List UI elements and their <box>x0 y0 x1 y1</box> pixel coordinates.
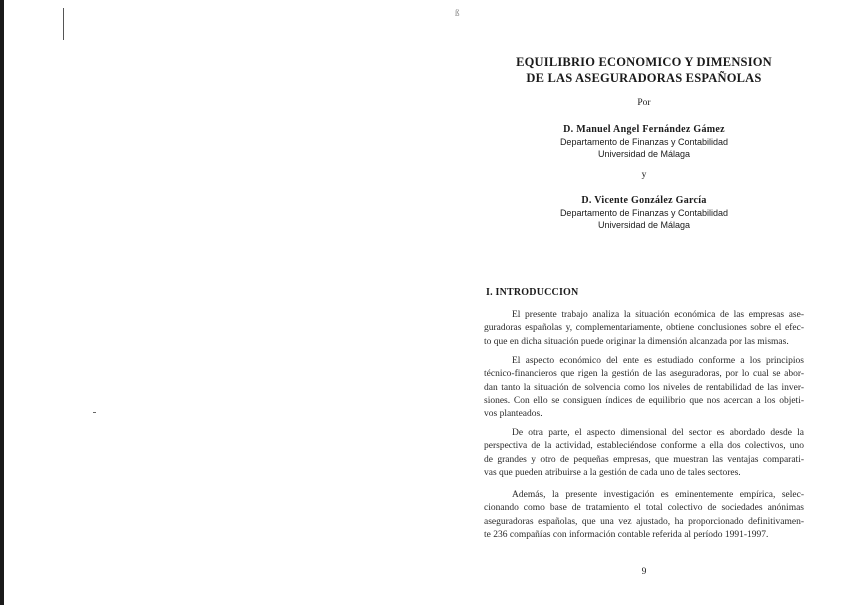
author-2-name: D. Vicente González García <box>581 195 707 206</box>
paragraph-2 <box>484 355 804 421</box>
paragraph-line: vos planteados. <box>484 409 543 420</box>
paragraph-line: De otra parte, el aspecto dimensional del sector es abordado desde la <box>512 428 804 438</box>
paragraph-4 <box>484 489 804 542</box>
paragraph-line: perspectiva de la actividad, estableciéndose conforme a ella dos colectivos, uno <box>484 441 804 452</box>
page-number: 9 <box>641 567 647 577</box>
title-line-2: DE LAS ASEGURADORAS ESPAÑOLAS <box>526 71 762 85</box>
paragraph-line: te 236 compañías con información contable referida al período 1991-1997. <box>484 529 769 540</box>
paragraph-line: vas que pueden atribuirse a la gestión de cada uno de tales sectores. <box>484 467 741 478</box>
paragraph-line: to que en dicha situación puede originar la dimensión alcanzada por las mismas. <box>484 336 789 347</box>
paragraph-1 <box>484 309 804 349</box>
author-1-department: Departamento de Finanzas y Contabilidad <box>559 137 729 147</box>
paragraph-line: cionando como base de tratamiento el total colectivo de sociedades anónimas <box>484 503 804 514</box>
author-2-university: Universidad de Málaga <box>597 220 691 230</box>
paragraph-line: de grandes y otro de pequeñas empresas, que muestran las ventajas comparati- <box>484 454 804 465</box>
paragraph-line: guradoras españolas y, complementariamente, obtiene conclusiones sobre el efec- <box>484 323 804 334</box>
author-1-university: Universidad de Málaga <box>597 149 691 159</box>
corner-mark: ß <box>455 8 460 18</box>
paragraph-line: técnico-financieros que rigen la gestión de las aseguradoras, por lo cual se abor- <box>484 369 804 380</box>
paragraph-3 <box>484 427 804 480</box>
paragraph-line: aseguradoras españolas, que una vez ajustado, ha proporcionado definitivamen- <box>484 516 804 527</box>
author-1-name: D. Manuel Angel Fernández Gámez <box>563 124 725 135</box>
book-spine-edge <box>0 0 4 605</box>
paragraph-line: El aspecto económico del ente es estudiado conforme a los principios <box>512 356 804 366</box>
scan-margin-tick <box>93 412 96 413</box>
section-heading: I. INTRODUCCION <box>486 287 579 298</box>
paragraph-line: siones. Con ello se consiguen índices de equilibrio que nos acercan a los objeti- <box>484 395 804 406</box>
author-1-affiliation <box>484 136 804 160</box>
byline-por: Por <box>637 98 651 108</box>
title-line-1: EQUILIBRIO ECONOMICO Y DIMENSION <box>516 55 772 69</box>
author-2-affiliation <box>484 207 804 231</box>
article-title <box>484 54 804 86</box>
author-2-department: Departamento de Finanzas y Contabilidad <box>559 208 729 218</box>
scan-margin-line <box>63 8 64 40</box>
paragraph-line: dan tanto la situación de solvencia como los niveles de rentabilidad de las inver- <box>484 382 804 393</box>
paragraph-line: Además, la presente investigación es eminentemente empírica, selec- <box>512 490 804 500</box>
paragraph-line: El presente trabajo analiza la situación económica de las empresas ase- <box>512 310 804 320</box>
author-separator: y <box>641 170 647 180</box>
